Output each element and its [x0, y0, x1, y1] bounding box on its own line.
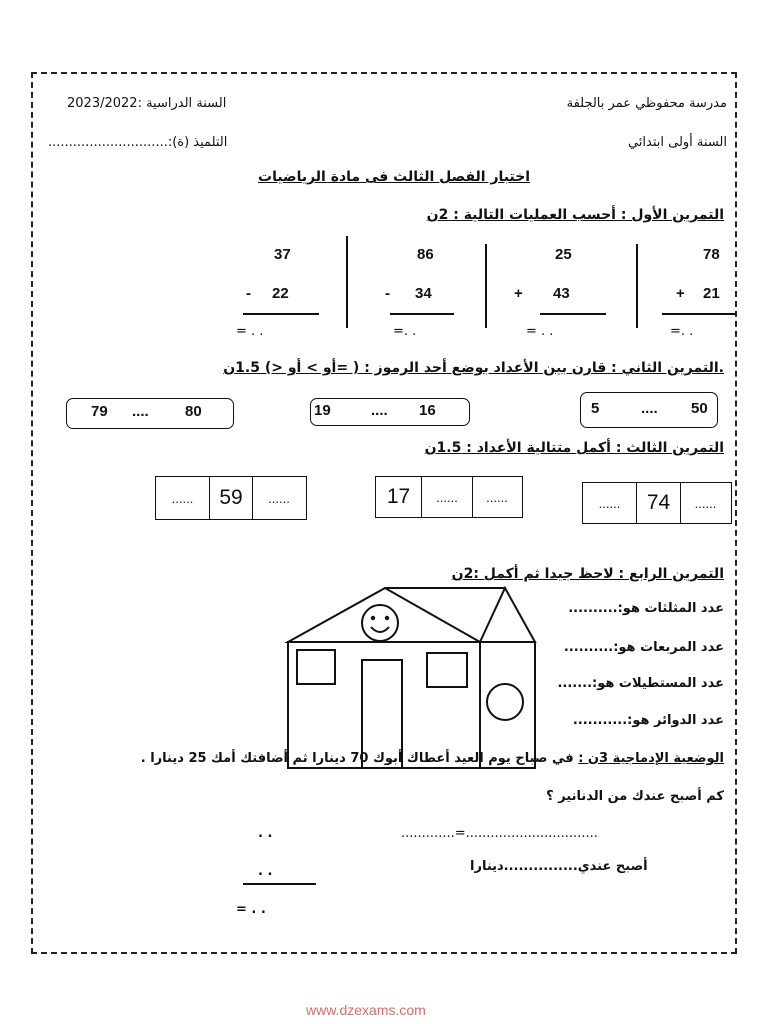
sequence-boxes	[155, 476, 307, 520]
operator-sign: -	[246, 285, 251, 302]
smiley-eye	[371, 616, 375, 620]
column-divider	[346, 236, 348, 328]
compare-right: 19	[314, 402, 331, 419]
exam-title: اختبار الفصل الثالث فى مادة الرياضيات	[258, 169, 531, 185]
sequence-cell: 74	[636, 483, 680, 523]
operand-top: 78	[703, 246, 720, 263]
compare-blank: ....	[132, 403, 149, 420]
work-row: = . .	[236, 902, 266, 917]
operator-sign: +	[514, 285, 523, 302]
column-divider	[636, 244, 638, 328]
triangles-count: عدد المثلثات هو:..........	[568, 601, 724, 616]
compare-right: 79	[91, 403, 108, 420]
problem-question: كم أصبح عندك من الدنانير ؟	[546, 789, 724, 804]
sequence-cell: 17	[386, 485, 411, 508]
sequence-cell: ......	[252, 477, 305, 519]
problem-statement	[141, 751, 724, 766]
operator-sign: -	[385, 285, 390, 302]
smiley-mouth	[371, 627, 389, 632]
result-placeholder: =. .	[393, 324, 417, 339]
right-window	[427, 653, 467, 687]
house-drawing	[280, 580, 545, 770]
side-roof-triangle	[480, 588, 535, 642]
sequence-boxes	[582, 482, 732, 524]
work-line	[243, 883, 316, 885]
squares-count: عدد المربعات هو:..........	[563, 640, 724, 655]
operand-bottom: 22	[272, 285, 289, 302]
answer-line: أصبح عندي...............دينارا	[470, 859, 648, 874]
exercise1-title: التمرين الأول : أحسب العمليات التالية : 2ن	[426, 207, 724, 223]
operator-sign: +	[676, 285, 685, 302]
smiley-eye	[385, 616, 389, 620]
compare-left: 50	[691, 400, 708, 417]
sequence-cell: ......	[421, 477, 472, 517]
problem-text: في صباح يوم العيد أعطاك أبوك 70 دينارا ثم أضافتك أمك 25 دينارا .	[140, 751, 574, 766]
compare-left: 16	[419, 402, 436, 419]
school-year: السنة الدراسية :2023/2022	[67, 96, 227, 111]
result-placeholder: = . .	[236, 324, 264, 339]
compare-blank: ....	[641, 400, 658, 417]
result-line	[540, 313, 606, 315]
circles-count: عدد الدوائر هو:...........	[572, 713, 724, 728]
grade-level: السنة أولى ابتدائي	[627, 135, 727, 150]
compare-right: 5	[591, 400, 600, 417]
exercise4-title: التمرين الرابع : لاحظ جيدا ثم أكمل :2ن	[451, 566, 724, 582]
roof-triangle	[288, 588, 480, 642]
sequence-cell: ......	[171, 490, 194, 506]
sequence-cell: ......	[680, 483, 730, 523]
compare-box	[310, 398, 470, 426]
sequence-cell: 59	[209, 477, 252, 519]
sequence-cell: ......	[598, 495, 621, 511]
operand-top: 25	[555, 246, 572, 263]
equation-blank: .............=................................	[401, 826, 598, 841]
left-window	[297, 650, 335, 684]
work-row: . .	[258, 826, 273, 841]
exercise2-title: .التمرين الثاني : قارن بين الأعداد بوضع أحد الرموز : ( =أو > أو <) 1.5ن	[223, 360, 724, 376]
rectangles-count: عدد المستطيلات هو:.......	[557, 676, 724, 691]
operand-bottom: 43	[553, 285, 570, 302]
problem-title: الوضعية الإدماجية 3ن :	[578, 751, 724, 766]
school-name: مدرسة محفوظي عمر بالجلفة	[566, 96, 727, 111]
sequence-cell: ......	[472, 477, 521, 517]
work-row: . .	[258, 864, 273, 879]
result-line	[662, 313, 736, 315]
student-name-field: التلميذ (ة):.............................	[48, 135, 228, 150]
sequence-boxes	[375, 476, 523, 518]
compare-box	[580, 392, 718, 428]
operand-bottom: 34	[415, 285, 432, 302]
compare-box	[66, 398, 234, 429]
column-divider	[485, 244, 487, 328]
result-line	[243, 313, 319, 315]
compare-left: 80	[185, 403, 202, 420]
compare-blank: ....	[371, 402, 388, 419]
circle-window	[487, 684, 523, 720]
operand-top: 86	[417, 246, 434, 263]
result-placeholder: = . .	[526, 324, 554, 339]
exercise3-title: التمرين الثالث : أكمل متتالية الأعداد : 1.5ن	[424, 440, 724, 456]
smiley-face-icon	[362, 605, 398, 641]
result-placeholder: =. .	[670, 324, 694, 339]
operand-bottom: 21	[703, 285, 720, 302]
footer-watermark: www.dzexams.com	[306, 1002, 426, 1018]
result-line	[390, 313, 454, 315]
operand-top: 37	[274, 246, 291, 263]
